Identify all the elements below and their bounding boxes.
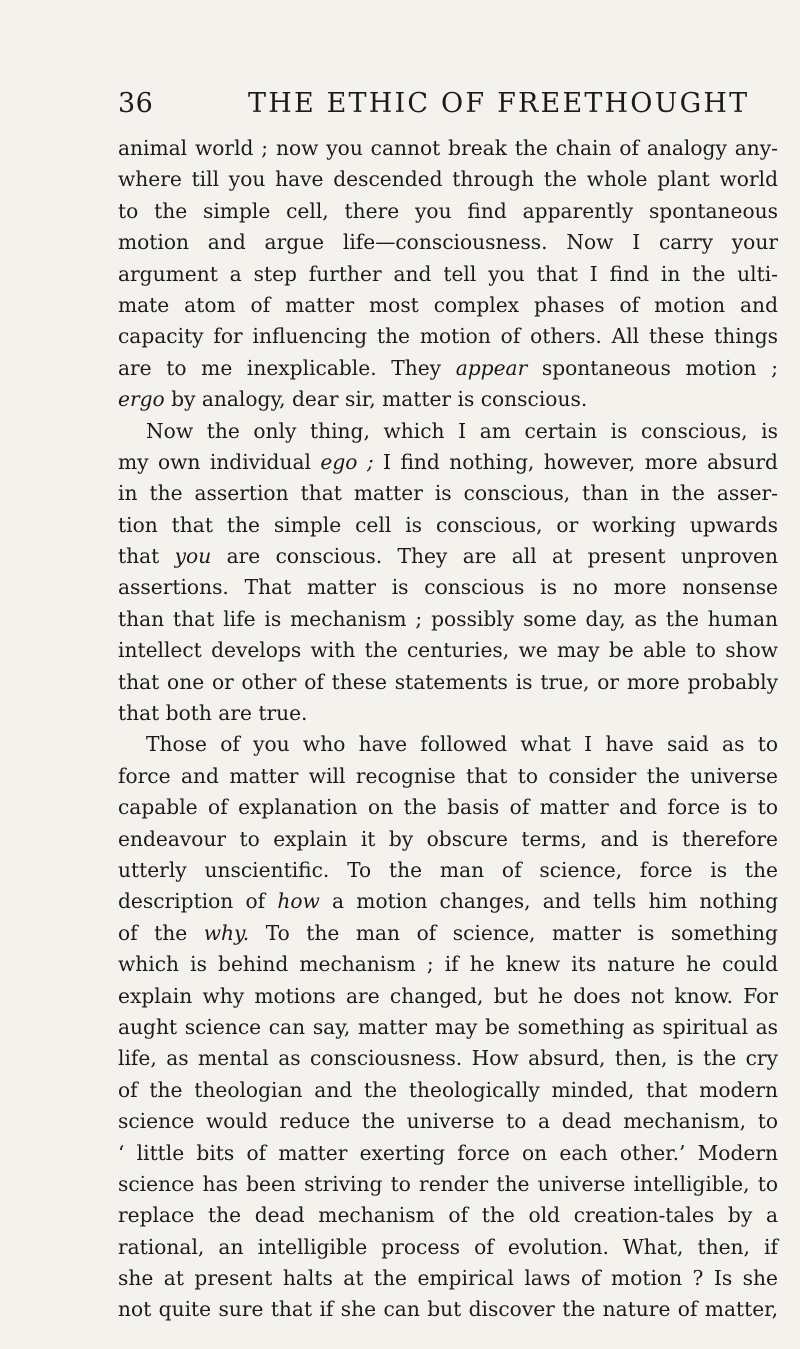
text-line: science would reduce the universe to a dead mechanism, to (118, 1109, 778, 1134)
text-line: aught science can say, matter may be something as spiritual as (118, 1014, 778, 1039)
text-line: replace the dead mechanism of the old creation-tales by a (118, 1203, 778, 1228)
text-segment: of the (118, 920, 204, 945)
text-segment: To the man of science, matter is something (249, 920, 778, 945)
text-line: tion that the simple cell is conscious, or working upwards (118, 512, 778, 537)
text-line: where till you have descended through the whole plant world (118, 167, 778, 192)
text-line: that both are true. (118, 701, 308, 726)
italic-word: appear (455, 355, 528, 380)
text-segment: a motion changes, and tells him nothing (319, 889, 778, 914)
text-line: to the simple cell, there you find apparently spontaneous (118, 198, 778, 223)
text-line: not quite sure that if she can but discover the nature of matter, (118, 1297, 778, 1322)
text-line: Now the only thing, which I am certain is conscious, is (146, 418, 778, 443)
page-number: 36 (118, 88, 154, 119)
text-line: rational, an intelligible process of evolution. What, then, if (118, 1234, 778, 1259)
italic-word: why. (203, 920, 250, 945)
text-line (118, 353, 778, 384)
text-line: argument a step further and tell you that I find in the ulti- (118, 261, 778, 286)
running-title: THE ETHIC OF FREETHOUGHT (248, 88, 750, 119)
text-segment: are conscious. They are all at present unproven (211, 544, 778, 569)
text-line: than that life is mechanism ; possibly some day, as the human (118, 606, 778, 631)
italic-word: ego ; (320, 449, 374, 474)
text-line: force and matter will recognise that to consider the universe (118, 763, 778, 788)
text-line: intellect develops with the centuries, we may be able to show (118, 638, 778, 663)
body-text (118, 133, 778, 1326)
text-line (118, 384, 778, 415)
text-segment: are to me inexplicable. They (118, 355, 456, 380)
text-segment: description of (118, 889, 278, 914)
text-line: she at present halts at the empirical laws of motion ? Is she (118, 1266, 778, 1291)
italic-word: you (174, 544, 212, 569)
text-segment: spontaneous motion ; (527, 355, 778, 380)
text-line: in the assertion that matter is conscious, than in the asser- (118, 481, 778, 506)
text-line: capable of explanation on the basis of matter and force is to (118, 795, 778, 820)
running-head (118, 88, 778, 122)
text-segment: my own individual (118, 449, 321, 474)
text-line (118, 918, 778, 949)
text-line: motion and argue life—consciousness. Now I carry your (118, 230, 778, 255)
text-line (118, 447, 778, 478)
text-line: which is behind mechanism ; if he knew its nature he could (118, 952, 778, 977)
text-segment: by analogy, dear sir, matter is conscious. (164, 387, 588, 412)
text-line: that one or other of these statements is true, or more probably (118, 669, 778, 694)
text-line: of the theologian and the theologically minded, that modern (118, 1077, 778, 1102)
text-segment: I find nothing, however, more absurd (373, 449, 778, 474)
text-line: life, as mental as consciousness. How absurd, then, is the cry (118, 1046, 778, 1071)
text-line: mate atom of matter most complex phases of motion and (118, 292, 778, 317)
italic-word: ergo (118, 387, 165, 412)
text-line: capacity for influencing the motion of others. All these things (118, 324, 778, 349)
text-segment: that (118, 544, 175, 569)
italic-word: how (277, 889, 320, 914)
text-line: utterly unscientific. To the man of science, force is the (118, 857, 778, 882)
text-line: endeavour to explain it by obscure terms, and is therefore (118, 826, 778, 851)
text-line: ‘ little bits of matter exerting force on each other.’ Modern (118, 1140, 778, 1165)
text-line (118, 541, 778, 572)
text-line: Those of you who have followed what I have said as to (146, 732, 778, 757)
text-line: animal world ; now you cannot break the chain of analogy any- (118, 136, 778, 160)
text-line: science has been striving to render the universe intelligible, to (118, 1171, 778, 1196)
text-line: explain why motions are changed, but he does not know. For (118, 983, 778, 1008)
text-line (118, 886, 778, 917)
text-line: assertions. That matter is conscious is no more nonsense (118, 575, 778, 600)
